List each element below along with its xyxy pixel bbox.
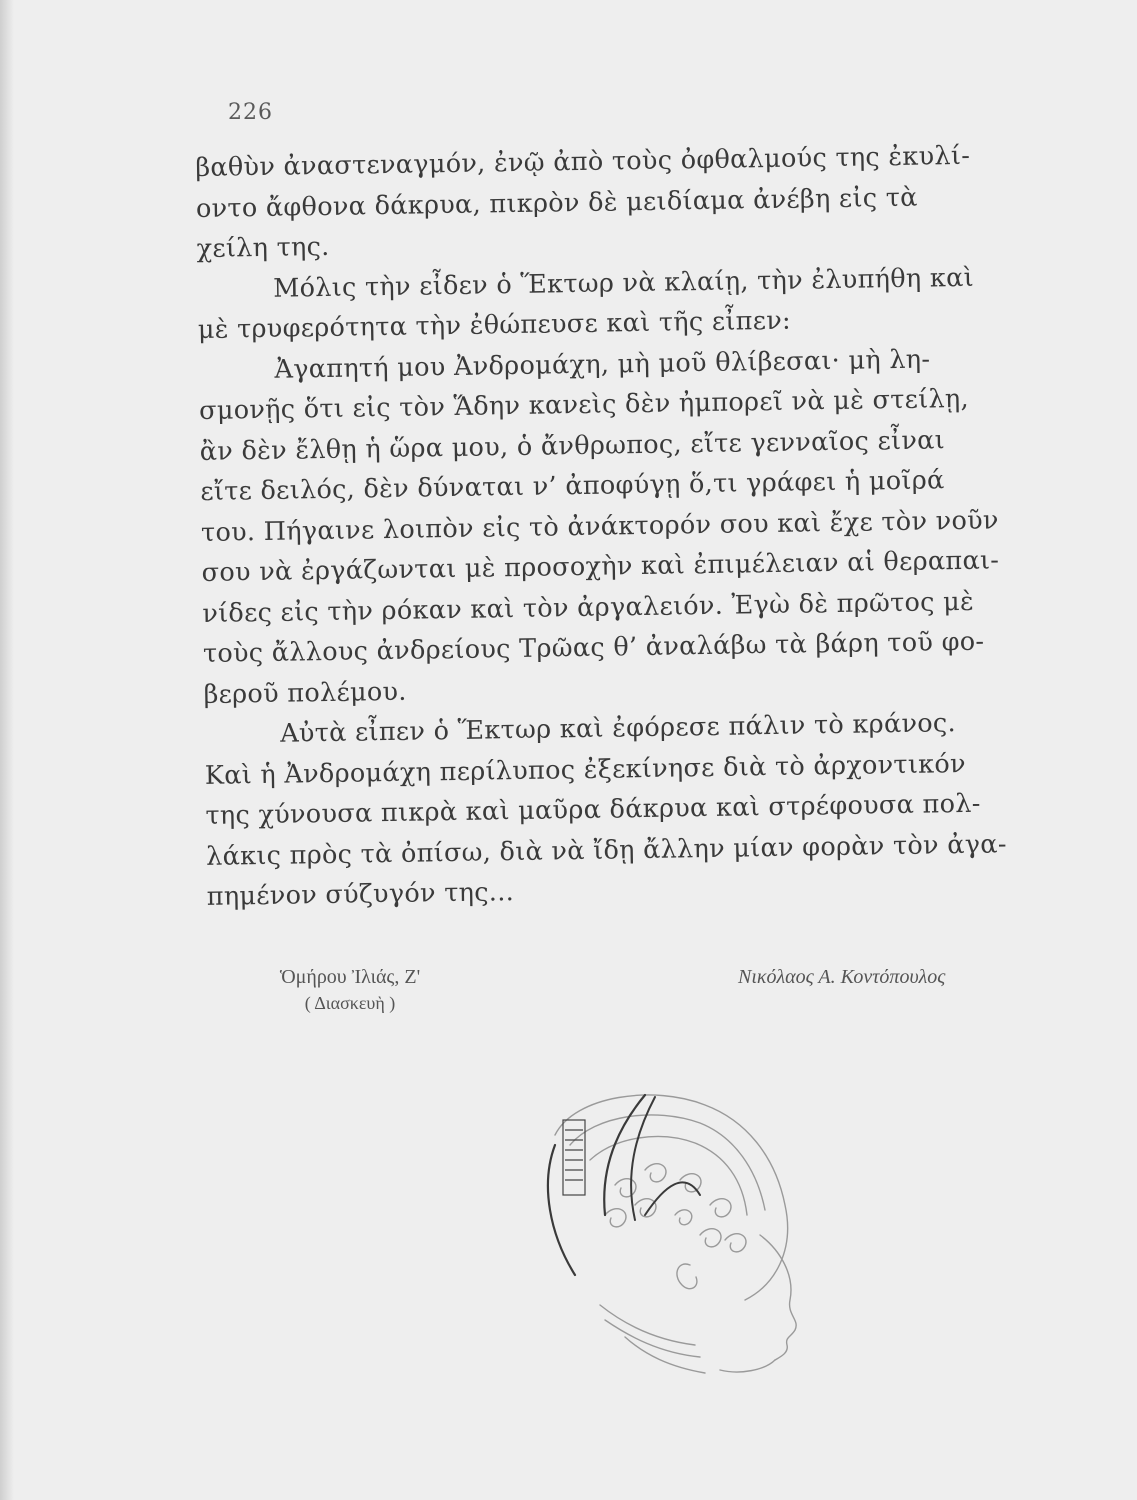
- text-line: χείλη της.: [196, 231, 330, 264]
- source-note: ( Διασκευὴ ): [304, 993, 396, 1013]
- text-line: του. Πήγαινε λοιπὸν εἰς τὸ ἀνάκτορόν σου καὶ ἔχε τὸν νοῦν: [200, 504, 999, 548]
- text-line: μὲ τρυφερότητα τὴν ἐθώπευσε καὶ τῆς εἶπεν:: [197, 305, 792, 345]
- source-citation: [250, 966, 450, 1014]
- text-line: ἂν δὲν ἔλθῃ ἡ ὥρα μου, ὁ ἄνθρωπος, εἴτε γενναῖος εἶναι: [199, 424, 946, 467]
- woman-head-vignette-illustration: [495, 1075, 815, 1385]
- text-line: βεροῦ πολέμου.: [203, 676, 407, 710]
- page-number: 226: [228, 100, 273, 125]
- text-line: Αὐτὰ εἶπεν ὁ Ἕκτωρ καὶ ἐφόρεσε πάλιν τὸ κράνος.: [279, 708, 957, 749]
- text-line: νίδες εἰς τὴν ρόκαν καὶ τὸν ἀργαλειόν. Ἐγὼ δὲ πρῶτος μὲ: [202, 586, 975, 629]
- text-line: της χύνουσα πικρὰ καὶ μαῦρα δάκρυα καὶ στρέφουσα πολ-: [205, 788, 981, 831]
- text-line: πημένον σύζυγόν της...: [206, 877, 515, 912]
- text-line: εἴτε δειλός, δὲν δύναται ν’ ἀποφύγῃ ὅ,τι γράφει ἡ μοῖρά: [200, 465, 945, 507]
- text-line: λάκις πρὸς τὰ ὀπίσω, διὰ νὰ ἴδῃ ἄλλην μίαν φορὰν τὸν ἀγα-: [205, 828, 1007, 872]
- page-edge-shadow: [0, 0, 14, 1500]
- body-text: [195, 135, 1047, 918]
- text-line: σου νὰ ἐργάζωνται μὲ προσοχὴν καὶ ἐπιμέλειαν αἱ θεραπαι-: [201, 545, 1000, 588]
- text-line: τοὺς ἄλλους ἀνδρείους Τρῶας θ’ ἀναλάβω τὰ βάρη τοῦ φο-: [202, 626, 985, 669]
- text-line: Ἀγαπητή μου Ἀνδρομάχη, μὴ μοῦ θλίβεσαι· μὴ λη-: [274, 343, 931, 385]
- source-title: Ὁμήρου Ἰλιάς, Ζ': [279, 966, 421, 988]
- text-line: οντο ἄφθονα δάκρυα, πικρὸν δὲ μειδίαμα ἀνέβη εἰς τὰ: [195, 182, 918, 224]
- text-line: Μόλις τὴν εἶδεν ὁ Ἕκτωρ νὰ κλαίῃ, τὴν ἐλυπήθη καὶ: [272, 262, 975, 304]
- text-line: σμονῇς ὅτι εἰς τὸν Ἅδην κανεὶς δὲν ἠμπορεῖ νὰ μὲ στείλῃ,: [198, 383, 970, 426]
- author-signature: Νικόλαος Α. Κοντόπουλος: [738, 966, 946, 988]
- text-line: Καὶ ἡ Ἀνδρομάχη περίλυπος ἐξεκίνησε διὰ τὸ ἀρχοντικόν: [204, 748, 967, 791]
- text-line: βαθὺν ἀναστεναγμόν, ἐνῷ ἀπὸ τοὺς ὀφθαλμούς της ἐκυλί-: [195, 140, 971, 183]
